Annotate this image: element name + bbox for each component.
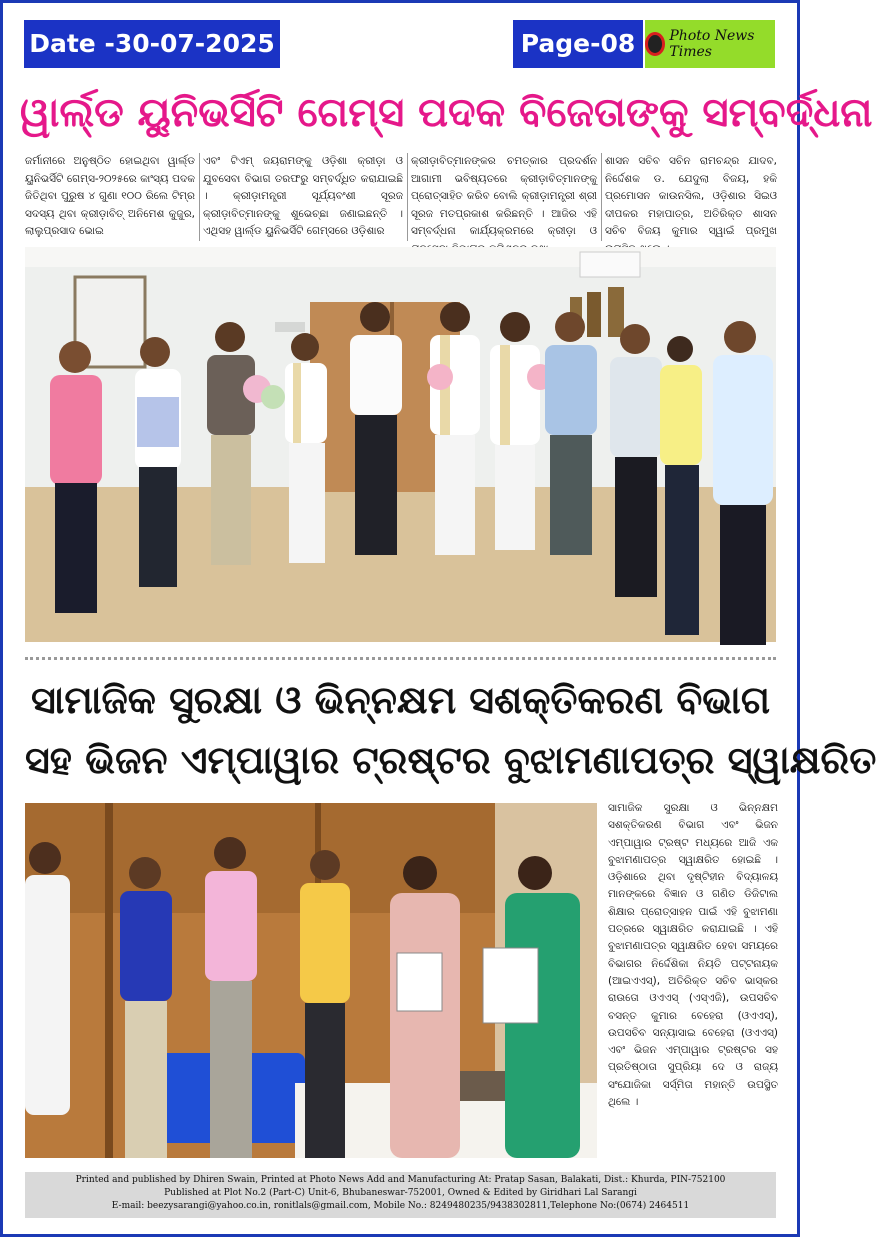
article1-headline: ୱାର୍ଲ୍ଡ ୟୁନିଭର୍ସିଟି ଗେମ୍ସ ପଦକ ବିଜେତାଙ୍କୁ ସମ୍ବର୍ଦ୍ଧନା [20,90,873,136]
column-divider [407,153,408,241]
footer-line-1: Printed and published by Dhiren Swain, Printed at Photo News Add and Manufacturing At: Pratap Sasan, Balakati, Dist.: Khurda, PIN-752100 [75,1175,726,1185]
date-badge: Date -30-07-2025 [24,20,280,68]
page-number-badge: Page-08 [513,20,643,68]
article1-column-3: କ୍ରୀଡ଼ାବିତ୍‌ମାନଙ୍କର ଚମତ୍କାର ପ୍ରଦର୍ଶନ ଆଗାମୀ ଭବିଷ୍ୟତରେ କ୍ରୀଡ଼ାବିତ୍‌ମାନଙ୍କୁ ପ୍ରୋତ୍ସାହିତ କରିବ ବୋଲି କ୍ରୀଡ଼ାମନ୍ତ୍ରୀ ଶ୍ରୀ ସୂରଜ ମତପ୍ରକାଶ କରିଛନ୍ତି । ଆଜିର ଏହି ସମ୍ବର୍ଦ୍ଧନା କାର୍ଯ୍ୟକ୍ରମରେ କ୍ରୀଡ଼ା ଓ [411,155,597,237]
footer-line-2: Published at Plot No.2 (Part-C) Unit-6, Bhubaneswar-752001, Owned & Edited by Giridhari Lal Sarangi [164,1188,637,1198]
article1-column-4: ଶାସନ ସଚିବ ସଚିନ ରାମଚନ୍ଦ୍ର ଯାଦବ, ନିର୍ଦ୍ଦେଶକ ଡ. ଯେଦୁଲା ବିଜୟ, ହକି ପ୍ରମୋସନ କାଉନସିଲ, ଓଡ଼ିଶାର ସିଇଓ ଦୀପକର ମହାପାତ୍ର, ଅତିରିକ୍ତ ଶାସନ ସଚିବ ବିଜୟ କୁମାର ସ୍ୱାଇଁ ପ୍ରମୁଖ [605,155,777,237]
mou-signing-photo [25,803,597,1158]
column-divider [199,153,200,241]
footer-line-3: E-mail: beezysarangi@yahoo.co.in, ronitlals@gmail.com, Mobile No.: 8249480235/9438302811,Telephone No:(0674) 2464511 [111,1201,690,1211]
imprint-footer [25,1172,776,1218]
article2-headline-line-1: ସାମାଜିକ ସୁରକ୍ଷା ଓ ଭିନ୍ନକ୍ଷମ ସଶକ୍ତିକରଣ ବିଭାଗ [30,678,771,722]
article2-headline-line-2: ସହ ଭିଜନ ଏମ୍ପାୱାର ଟ୍ରଷ୍ଟର ବୁଝାମଣାପତ୍ର ସ୍ୱାକ୍ଷରିତ [25,738,876,782]
article1-column-1: ଜର୍ମାନୀରେ ଅନୁଷ୍ଠିତ ହୋଇଥିବା ୱାର୍ଲ୍ଡ ୟୁନିଭର୍ସିଟି ଗେମ୍ସ-୨୦୨୫ରେ କାଂସ୍ୟ ପଦକ ଜିତିଥିବା ପୁରୁଷ ୪ ଗୁଣା ୧୦୦ ରିଲେ ଟିମ୍‌ର ସଦସ୍ୟ ଥିବା କ୍ରୀଡ଼ାବିତ୍ ଅନିମେଶ କୁଜୁର, ଲାଲୁପ୍ରସାଦ ଭୋଇ [25,155,195,237]
logo-text: Photo News Times [669,28,755,60]
felicitation-group-photo [25,247,776,642]
article1-column-2: ଏବଂ ଟିଏମ୍ ଜୟରାମଙ୍କୁ ଓଡ଼ିଶା କ୍ରୀଡ଼ା ଓ ଯୁବସେବା ବିଭାଗ ତରଫରୁ ସମ୍ବର୍ଦ୍ଧିତ କରାଯାଇଛି । କ୍ରୀଡ଼ାମନ୍ତ୍ରୀ ସୂର୍ଯ୍ୟବଂଶୀ ସୂରଜ କ୍ରୀଡ଼ାବିତ୍‌ମାନଙ୍କୁ ଶୁଭେଚ୍ଛା ଜଣାଇଛନ୍ତି । ଏଥିସହ ୱାର୍ଲ୍ଡ ୟୁନିଭର୍ସିଟି ଗେମ୍ସରେ ଓଡ଼ିଶାର [203,155,403,237]
section-divider [25,657,776,660]
column-divider [601,153,602,241]
article2-body: ସାମାଜିକ ସୁରକ୍ଷା ଓ ଭିନ୍ନକ୍ଷମ ସଶକ୍ତିକରଣ ବିଭାଗ ଏବଂ ଭିଜନ ଏମ୍ପାୱାର ଟ୍ରଷ୍ଟ ମଧ୍ୟରେ ଆଜି ଏକ ବୁଝାମଣାପତ୍ର ସ୍ୱାକ୍ଷରିତ ହୋଇଛି । ଓଡ଼ିଶାରେ ଥିବା ଦୃଷ୍ଟିହୀନ ବିଦ୍ୟାଳୟ ମାନଙ୍କରେ ବିଜ୍ଞାନ ଓ ଗଣିତ ଡିଜିଟାଲ ଶିକ୍ଷାର ପ୍ରୋତ୍ସାହନ ପାଇଁ ଏହି ବୁଝାମଣା ପତ୍ରରେ ସ୍ୱାକ୍ଷରିତ କରାଯାଇଛି । ଏହି ବୁଝାମଣାପତ୍ର ସ୍ୱାକ୍ଷରିତ ହେବା ସମୟରେ ବିଭାଗର ନିର୍ଦ୍ଦେଶିକା ନିୟତି ପଟ୍ଟନାୟକ (ଆଇଏଏସ୍), ଅତିରିକ୍ତ ସଚିବ ଭାସ୍କର ରାଉତୋ ଓଏଏସ୍ (ଏସ୍‌ଏଜି), ଉପସଚିବ ବସନ୍ତ କୁମାର ବେହେରା (ଓଏଏସ୍), ଉପସଚିବ ସନ୍ୟାସାଇ ବେହେରା (ଓଏଏସ୍) ଏବଂ ଭିଜନ ଏମ୍ପାୱାର ଟ୍ରଷ୍ଟର ସହ ପ୍ରତିଷ୍ଠାତା ସୁପ୍ରିୟା ଦେ ଓ ରାଜ୍ୟ ସଂଯୋଜିକା ସର୍ସ୍ମିତା ମହାନ୍ତି ଉପସ୍ଥିତ ଥିଲେ । [608,802,778,1109]
camera-logo-icon [645,32,665,56]
newspaper-logo [645,20,775,68]
